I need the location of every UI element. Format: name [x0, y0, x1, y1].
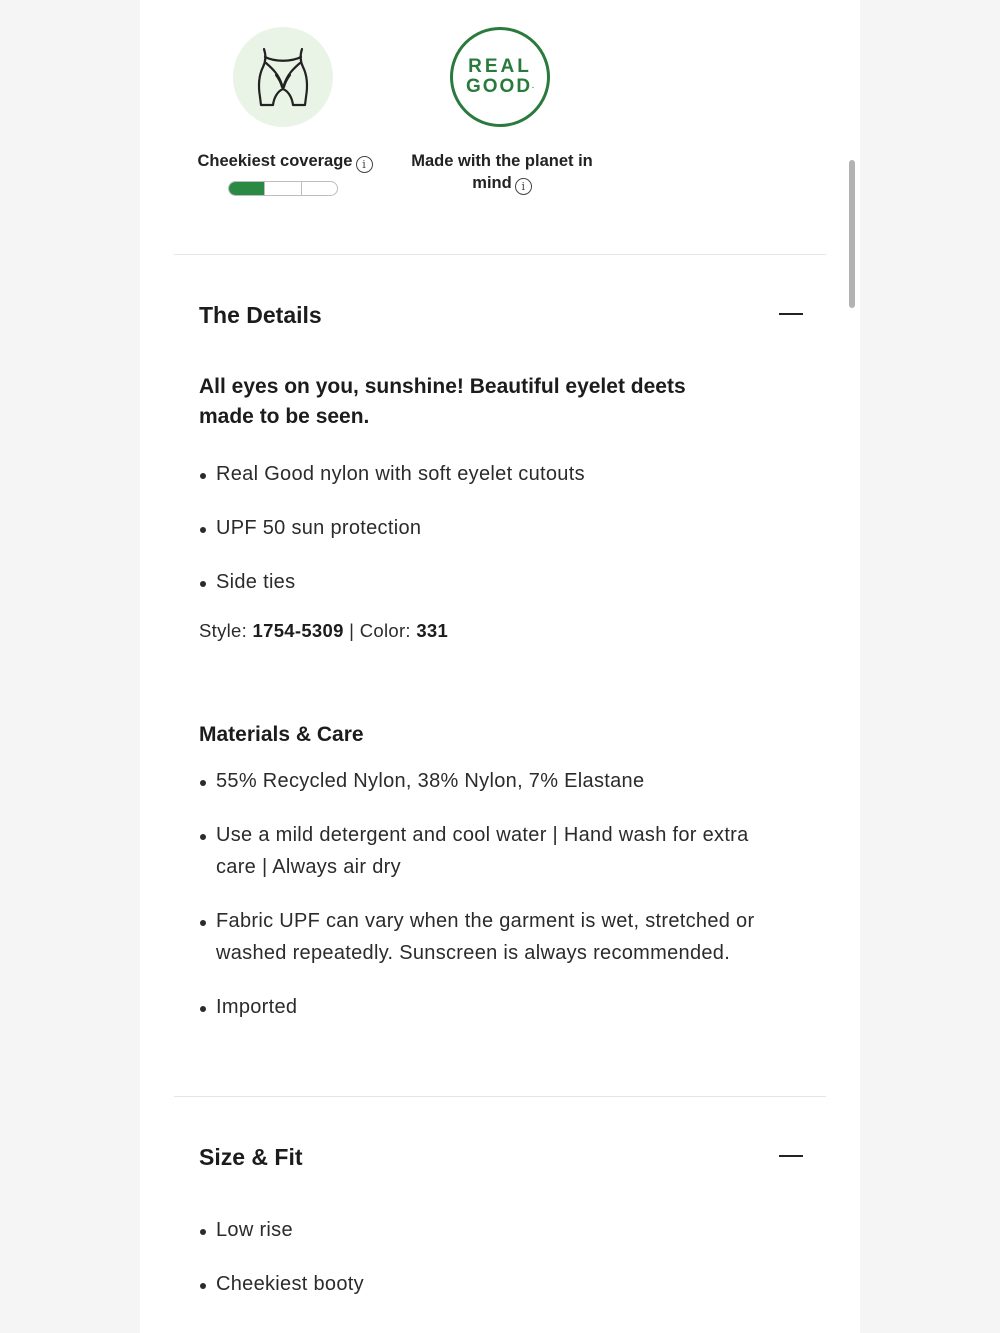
- coverage-meter: [228, 181, 338, 196]
- list-item: Fabric UPF can vary when the garment is wet, stretched or washed repeatedly. Sunscreen is always recommended.: [199, 905, 759, 969]
- logo-line-1: REAL: [468, 56, 532, 77]
- coverage-meter-segment: [302, 182, 337, 195]
- divider: [174, 1096, 826, 1097]
- real-good-logo: [450, 27, 550, 127]
- details-intro: All eyes on you, sunshine! Beautiful eyelet deets made to be seen.: [199, 375, 686, 428]
- style-color-line: Style: 1754-5309 | Color: 331: [199, 620, 449, 641]
- scrollbar-thumb[interactable]: [849, 160, 855, 308]
- coverage-meter-segment: [265, 182, 301, 195]
- collapse-details-button[interactable]: [778, 301, 804, 327]
- list-item: Imported: [199, 991, 759, 1023]
- coverage-label: Cheekiest coverage i: [180, 150, 390, 173]
- list-item: Cheekiest booty: [199, 1268, 759, 1300]
- coverage-meter-segment: [229, 182, 265, 195]
- info-icon[interactable]: i: [515, 178, 532, 195]
- list-item: Side ties: [199, 566, 759, 598]
- collapse-size-fit-button[interactable]: [778, 1143, 804, 1169]
- section-title-details[interactable]: The Details: [199, 302, 322, 328]
- details-list: [199, 458, 759, 620]
- list-item: Real Good nylon with soft eyelet cutouts: [199, 458, 759, 490]
- size-fit-list: [199, 1214, 759, 1322]
- product-details-panel: [140, 0, 860, 1333]
- materials-list: [199, 765, 759, 1045]
- divider: [174, 254, 826, 255]
- list-item: Low rise: [199, 1214, 759, 1246]
- coverage-badge: [233, 27, 333, 127]
- color-code: 331: [416, 620, 449, 641]
- minus-icon: [779, 1155, 803, 1157]
- style-number: 1754-5309: [252, 620, 344, 641]
- list-item: Use a mild detergent and cool water | Hand wash for extra care | Always air dry: [199, 819, 759, 883]
- materials-care-title: Materials & Care: [199, 723, 364, 746]
- planet-label: Made with the planet in mind i: [411, 152, 593, 193]
- bikini-bottom-icon: [255, 45, 311, 109]
- info-icon[interactable]: i: [356, 156, 373, 173]
- section-title-size-fit[interactable]: Size & Fit: [199, 1144, 303, 1170]
- list-item: UPF 50 sun protection: [199, 512, 759, 544]
- list-item: 55% Recycled Nylon, 38% Nylon, 7% Elastane: [199, 765, 759, 797]
- logo-line-2: GOOD.: [465, 76, 534, 97]
- minus-icon: [779, 313, 803, 315]
